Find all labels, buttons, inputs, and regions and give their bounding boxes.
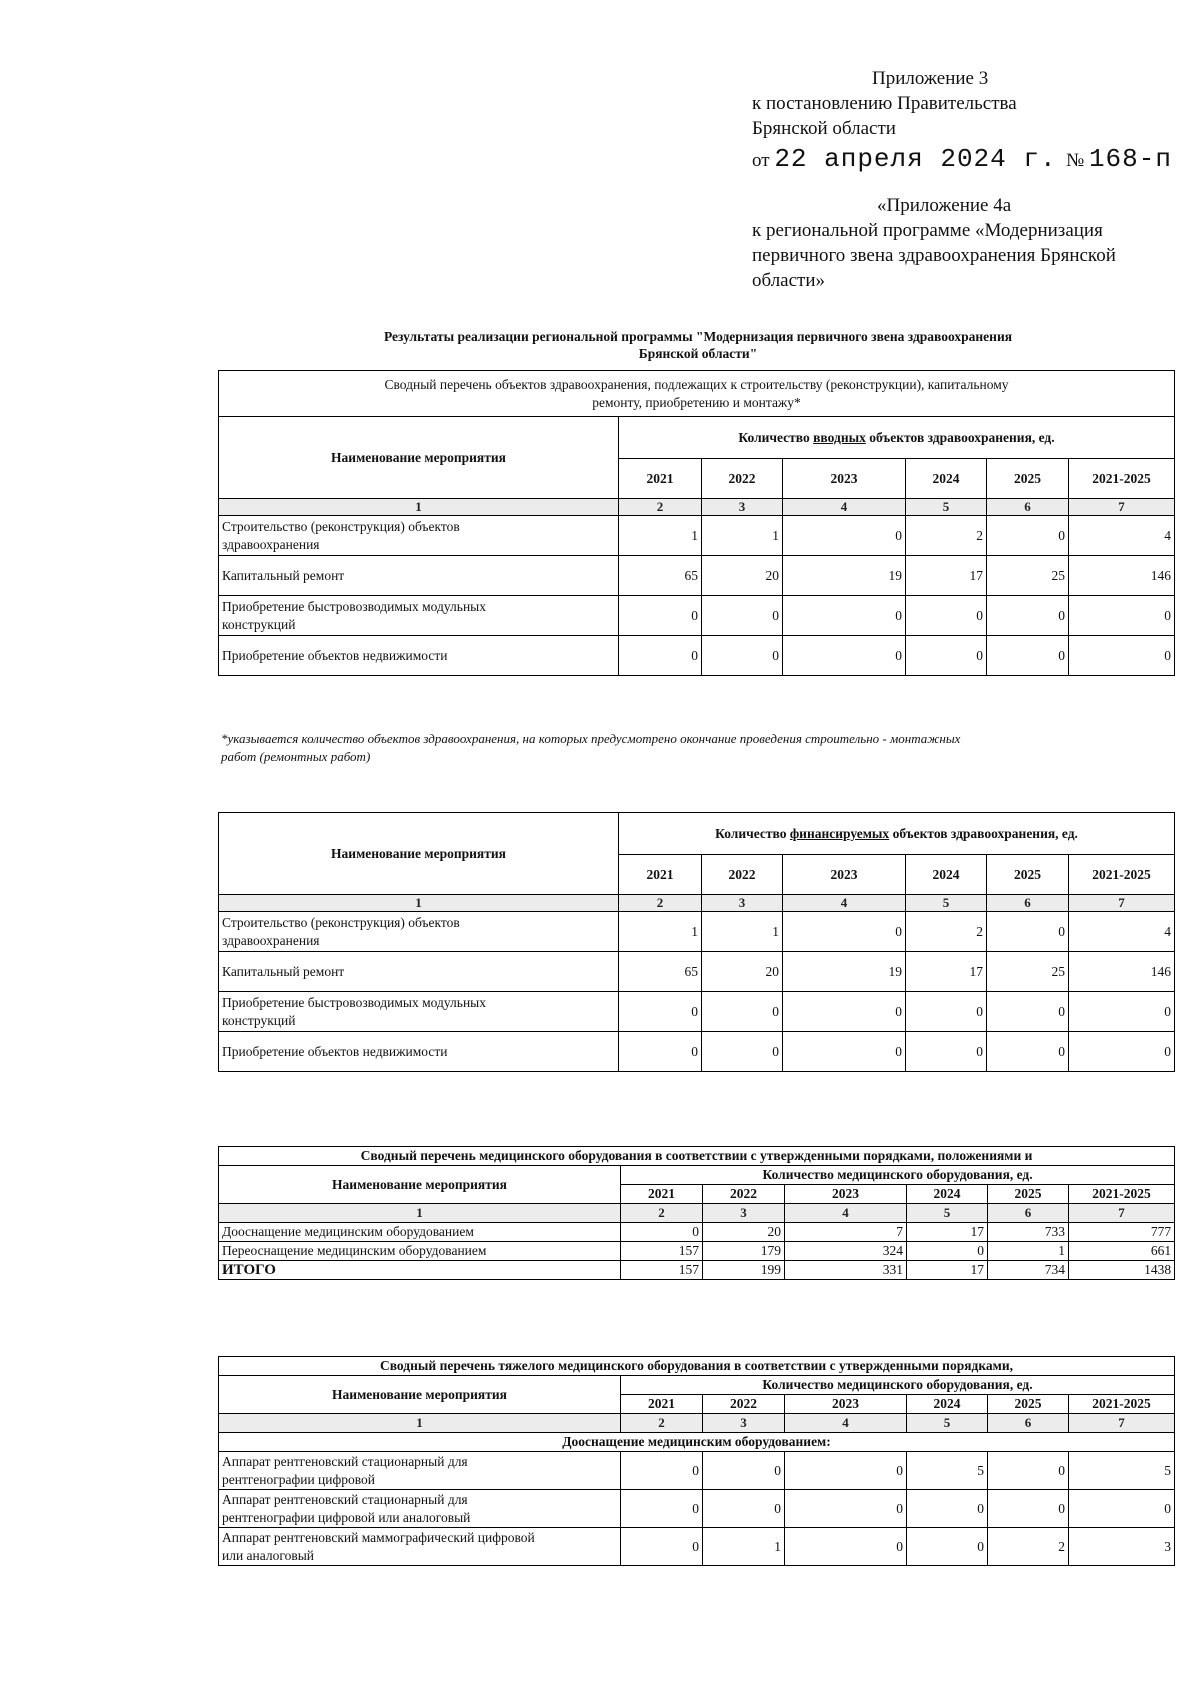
column-index: 3 xyxy=(702,499,783,516)
cell-value: 4 xyxy=(1069,912,1175,952)
table-row xyxy=(219,1223,1175,1242)
row-label-line1: Капитальный ремонт xyxy=(222,963,345,979)
column-index: 4 xyxy=(783,499,906,516)
cell-value: 0 xyxy=(1069,636,1175,676)
year-header: 2022 xyxy=(702,855,783,895)
table1-name-header: Наименование мероприятия xyxy=(219,417,619,499)
year-header: 2025 xyxy=(987,855,1069,895)
cell-value: 0 xyxy=(988,1490,1069,1528)
table-row xyxy=(219,1032,1175,1072)
cell-value: 17 xyxy=(906,952,987,992)
total-value: 331 xyxy=(785,1261,907,1280)
cell-value: 4 xyxy=(1069,516,1175,556)
column-index: 4 xyxy=(785,1204,907,1223)
table3-caption: Сводный перечень медицинского оборудования в соответствии с утвержденными порядками, положениями и xyxy=(219,1147,1175,1166)
table-heavy-medical-equipment xyxy=(218,1356,1175,1566)
document-title-line2: Брянской области" xyxy=(638,346,758,361)
document-title-line1: Результаты реализации региональной программы "Модернизация первичного звена здравоохранения xyxy=(383,329,1013,344)
column-index: 5 xyxy=(907,1414,988,1433)
year-header: 2021-2025 xyxy=(1069,1395,1175,1414)
year-header: 2021 xyxy=(621,1185,703,1204)
cell-value: 1 xyxy=(702,516,783,556)
total-value: 734 xyxy=(988,1261,1069,1280)
cell-value: 0 xyxy=(619,992,702,1032)
cell-value: 0 xyxy=(702,596,783,636)
table4-group-header: Количество медицинского оборудования, ед. xyxy=(621,1376,1175,1395)
total-value: 1438 xyxy=(1069,1261,1175,1280)
year-header: 2024 xyxy=(907,1395,988,1414)
year-header: 2021-2025 xyxy=(1069,855,1175,895)
row-label-line1: Приобретение быстровозводимых модульных xyxy=(222,994,486,1010)
cell-value: 19 xyxy=(783,952,906,992)
table2-name-header: Наименование мероприятия xyxy=(219,813,619,895)
cell-value: 1 xyxy=(988,1242,1069,1261)
cell-value: 3 xyxy=(1069,1528,1175,1566)
cell-value: 2 xyxy=(906,516,987,556)
row-label-line1: Капитальный ремонт xyxy=(222,567,345,583)
table-objects-financed xyxy=(218,812,1175,1072)
row-label xyxy=(219,596,619,636)
number-sign: № xyxy=(1066,150,1085,171)
cell-value: 733 xyxy=(988,1223,1069,1242)
table1-caption-line2: ремонту, приобретению и монтажу* xyxy=(592,394,801,410)
year-header: 2023 xyxy=(783,459,906,499)
row-label xyxy=(219,912,619,952)
cell-value: 0 xyxy=(988,1452,1069,1490)
row-label-line1: Аппарат рентгеновский стационарный для xyxy=(222,1491,468,1507)
table3-group-header: Количество медицинского оборудования, ед. xyxy=(621,1166,1175,1185)
column-index: 5 xyxy=(907,1204,988,1223)
number-value: 168-п xyxy=(1088,144,1172,174)
cell-value: 0 xyxy=(783,992,906,1032)
row-label xyxy=(219,1490,621,1528)
year-header: 2021-2025 xyxy=(1069,459,1175,499)
cell-value: 5 xyxy=(907,1452,988,1490)
year-header: 2025 xyxy=(987,459,1069,499)
row-label-line1: Аппарат рентгеновский маммографический цифровой xyxy=(222,1529,535,1545)
column-index: 6 xyxy=(988,1204,1069,1223)
cell-value: 0 xyxy=(783,912,906,952)
cell-value: 1 xyxy=(619,516,702,556)
cell-value: 0 xyxy=(907,1242,988,1261)
column-index: 7 xyxy=(1069,499,1175,516)
column-index: 6 xyxy=(987,499,1069,516)
column-index: 6 xyxy=(987,895,1069,912)
cell-value: 1 xyxy=(703,1528,785,1566)
column-index: 2 xyxy=(619,499,702,516)
row-label xyxy=(219,1032,619,1072)
column-index: 2 xyxy=(621,1204,703,1223)
cell-value: 25 xyxy=(987,952,1069,992)
table-row xyxy=(219,1528,1175,1566)
appendix-title: Приложение 3 xyxy=(872,68,989,89)
table1-group-post: объектов здравоохранения, ед. xyxy=(869,429,1055,445)
row-label-line1: Строительство (реконструкция) объектов xyxy=(222,518,460,534)
cell-value: 0 xyxy=(987,516,1069,556)
year-header: 2022 xyxy=(702,459,783,499)
cell-value: 65 xyxy=(619,556,702,596)
cell-value: 0 xyxy=(703,1452,785,1490)
cell-value: 0 xyxy=(702,636,783,676)
cell-value: 0 xyxy=(619,1032,702,1072)
program-line1: к региональной программе «Модернизация xyxy=(752,220,1103,241)
date-value: 22 апреля 2024 г. xyxy=(774,144,1057,174)
program-line2: первичного звена здравоохранения Брянской xyxy=(752,245,1116,266)
cell-value: 777 xyxy=(1069,1223,1175,1242)
year-header: 2023 xyxy=(785,1185,907,1204)
column-index: 6 xyxy=(988,1414,1069,1433)
footnote xyxy=(221,730,1171,766)
table2-group-header xyxy=(619,813,1175,855)
row-label-line2: рентгенографии цифровой xyxy=(222,1471,375,1487)
cell-value: 0 xyxy=(987,912,1069,952)
row-label-line1: Строительство (реконструкция) объектов xyxy=(222,914,460,930)
row-label: Дооснащение медицинским оборудованием xyxy=(219,1223,621,1242)
cell-value: 157 xyxy=(621,1242,703,1261)
footnote-line2: работ (ремонтных работ) xyxy=(221,749,371,764)
cell-value: 0 xyxy=(987,992,1069,1032)
year-header: 2021 xyxy=(619,855,702,895)
cell-value: 0 xyxy=(621,1528,703,1566)
cell-value: 0 xyxy=(702,992,783,1032)
cell-value: 20 xyxy=(703,1223,785,1242)
column-index: 3 xyxy=(702,895,783,912)
table1-group-header xyxy=(619,417,1175,459)
cell-value: 2 xyxy=(906,912,987,952)
cell-value: 0 xyxy=(1069,1490,1175,1528)
row-label xyxy=(219,1528,621,1566)
cell-value: 0 xyxy=(907,1490,988,1528)
table1-caption-line1: Сводный перечень объектов здравоохранения, подлежащих к строительству (реконструкции), капитальному xyxy=(384,376,1009,392)
column-index: 3 xyxy=(703,1204,785,1223)
table-row xyxy=(219,556,1175,596)
table-row xyxy=(219,516,1175,556)
total-value: 199 xyxy=(703,1261,785,1280)
total-value: 157 xyxy=(621,1261,703,1280)
cell-value: 0 xyxy=(621,1223,703,1242)
cell-value: 146 xyxy=(1069,952,1175,992)
program-header xyxy=(752,193,1116,293)
year-header: 2022 xyxy=(703,1395,785,1414)
table1-caption xyxy=(219,371,1175,417)
cell-value: 0 xyxy=(783,516,906,556)
cell-value: 0 xyxy=(987,596,1069,636)
table1-group-underlined: вводных xyxy=(813,429,866,445)
cell-value: 65 xyxy=(619,952,702,992)
year-header: 2024 xyxy=(906,855,987,895)
row-label-line1: Аппарат рентгеновский стационарный для xyxy=(222,1453,468,1469)
cell-value: 5 xyxy=(1069,1452,1175,1490)
row-label-line1: Приобретение быстровозводимых модульных xyxy=(222,598,486,614)
cell-value: 0 xyxy=(785,1490,907,1528)
column-index: 1 xyxy=(219,499,619,516)
cell-value: 661 xyxy=(1069,1242,1175,1261)
table4-caption: Сводный перечень тяжелого медицинского оборудования в соответствии с утвержденными порядками, xyxy=(219,1357,1175,1376)
column-index: 4 xyxy=(785,1414,907,1433)
cell-value: 0 xyxy=(785,1528,907,1566)
table-row xyxy=(219,596,1175,636)
footnote-line1: *указывается количество объектов здравоохранения, на которых предусмотрено окончание проведения строительно - монтажных xyxy=(221,731,961,746)
cell-value: 0 xyxy=(906,1032,987,1072)
date-prefix: от xyxy=(752,150,770,171)
year-header: 2021 xyxy=(621,1395,703,1414)
table4-name-header: Наименование мероприятия xyxy=(219,1376,621,1414)
cell-value: 0 xyxy=(1069,992,1175,1032)
table3-name-header: Наименование мероприятия xyxy=(219,1166,621,1204)
cell-value: 0 xyxy=(987,1032,1069,1072)
cell-value: 19 xyxy=(783,556,906,596)
column-index: 7 xyxy=(1069,1414,1175,1433)
cell-value: 0 xyxy=(907,1528,988,1566)
cell-value: 179 xyxy=(703,1242,785,1261)
cell-value: 0 xyxy=(703,1490,785,1528)
cell-value: 324 xyxy=(785,1242,907,1261)
table-row xyxy=(219,1242,1175,1261)
total-label: ИТОГО xyxy=(219,1261,621,1280)
total-value: 17 xyxy=(907,1261,988,1280)
appendix-4a-title: «Приложение 4а xyxy=(877,195,1012,216)
cell-value: 0 xyxy=(783,596,906,636)
table-row xyxy=(219,1490,1175,1528)
cell-value: 0 xyxy=(785,1452,907,1490)
column-index: 3 xyxy=(703,1414,785,1433)
cell-value: 0 xyxy=(619,596,702,636)
column-index: 7 xyxy=(1069,895,1175,912)
row-label xyxy=(219,556,619,596)
cell-value: 2 xyxy=(988,1528,1069,1566)
cell-value: 20 xyxy=(702,556,783,596)
year-header: 2023 xyxy=(783,855,906,895)
document-title xyxy=(218,328,1178,362)
cell-value: 0 xyxy=(619,636,702,676)
cell-value: 7 xyxy=(785,1223,907,1242)
table-row xyxy=(219,952,1175,992)
row-label xyxy=(219,516,619,556)
column-index: 5 xyxy=(906,499,987,516)
table-row xyxy=(219,992,1175,1032)
year-header: 2024 xyxy=(906,459,987,499)
table-row xyxy=(219,636,1175,676)
date-line xyxy=(752,144,1172,174)
total-row xyxy=(219,1261,1175,1280)
cell-value: 0 xyxy=(906,992,987,1032)
cell-value: 0 xyxy=(783,636,906,676)
year-header: 2023 xyxy=(785,1395,907,1414)
cell-value: 17 xyxy=(907,1223,988,1242)
year-header: 2021 xyxy=(619,459,702,499)
year-header: 2024 xyxy=(907,1185,988,1204)
column-index: 4 xyxy=(783,895,906,912)
cell-value: 0 xyxy=(783,1032,906,1072)
year-header: 2025 xyxy=(988,1395,1069,1414)
year-header: 2025 xyxy=(988,1185,1069,1204)
row-label-line2: конструкций xyxy=(222,616,296,632)
row-label-line2: здравоохранения xyxy=(222,932,320,948)
resolution-line: к постановлению Правительства xyxy=(752,93,1017,114)
column-index: 2 xyxy=(621,1414,703,1433)
row-label-line2: конструкций xyxy=(222,1012,296,1028)
cell-value: 0 xyxy=(906,596,987,636)
cell-value: 0 xyxy=(621,1490,703,1528)
row-label xyxy=(219,952,619,992)
column-index: 1 xyxy=(219,1204,621,1223)
cell-value: 17 xyxy=(906,556,987,596)
year-header: 2021-2025 xyxy=(1069,1185,1175,1204)
table2-group-pre: Количество xyxy=(715,825,787,841)
approval-header xyxy=(752,66,1172,173)
section-heading: Дооснащение медицинским оборудованием: xyxy=(219,1433,1175,1452)
row-label-line2: или аналоговый xyxy=(222,1547,314,1563)
year-header: 2022 xyxy=(703,1185,785,1204)
cell-value: 0 xyxy=(1069,1032,1175,1072)
column-index: 5 xyxy=(906,895,987,912)
cell-value: 146 xyxy=(1069,556,1175,596)
row-label-line2: здравоохранения xyxy=(222,536,320,552)
column-index: 2 xyxy=(619,895,702,912)
column-index: 1 xyxy=(219,1414,621,1433)
row-label-line2: рентгенографии цифровой или аналоговый xyxy=(222,1509,471,1525)
table-row xyxy=(219,912,1175,952)
table-objects-commissioned xyxy=(218,370,1175,676)
cell-value: 0 xyxy=(702,1032,783,1072)
table-row xyxy=(219,1452,1175,1490)
cell-value: 0 xyxy=(1069,596,1175,636)
table2-group-post: объектов здравоохранения, ед. xyxy=(892,825,1078,841)
table-medical-equipment xyxy=(218,1146,1175,1280)
table1-group-pre: Количество xyxy=(738,429,810,445)
cell-value: 1 xyxy=(619,912,702,952)
row-label: Переоснащение медицинским оборудованием xyxy=(219,1242,621,1261)
row-label-line1: Приобретение объектов недвижимости xyxy=(222,647,448,663)
row-label xyxy=(219,992,619,1032)
row-label xyxy=(219,636,619,676)
cell-value: 20 xyxy=(702,952,783,992)
table2-group-underlined: финансируемых xyxy=(789,825,890,841)
cell-value: 1 xyxy=(702,912,783,952)
cell-value: 0 xyxy=(621,1452,703,1490)
cell-value: 0 xyxy=(906,636,987,676)
column-index: 7 xyxy=(1069,1204,1175,1223)
row-label xyxy=(219,1452,621,1490)
cell-value: 0 xyxy=(987,636,1069,676)
column-index: 1 xyxy=(219,895,619,912)
program-line3: области» xyxy=(752,270,826,291)
row-label-line1: Приобретение объектов недвижимости xyxy=(222,1043,448,1059)
region-line: Брянской области xyxy=(752,118,896,139)
cell-value: 25 xyxy=(987,556,1069,596)
